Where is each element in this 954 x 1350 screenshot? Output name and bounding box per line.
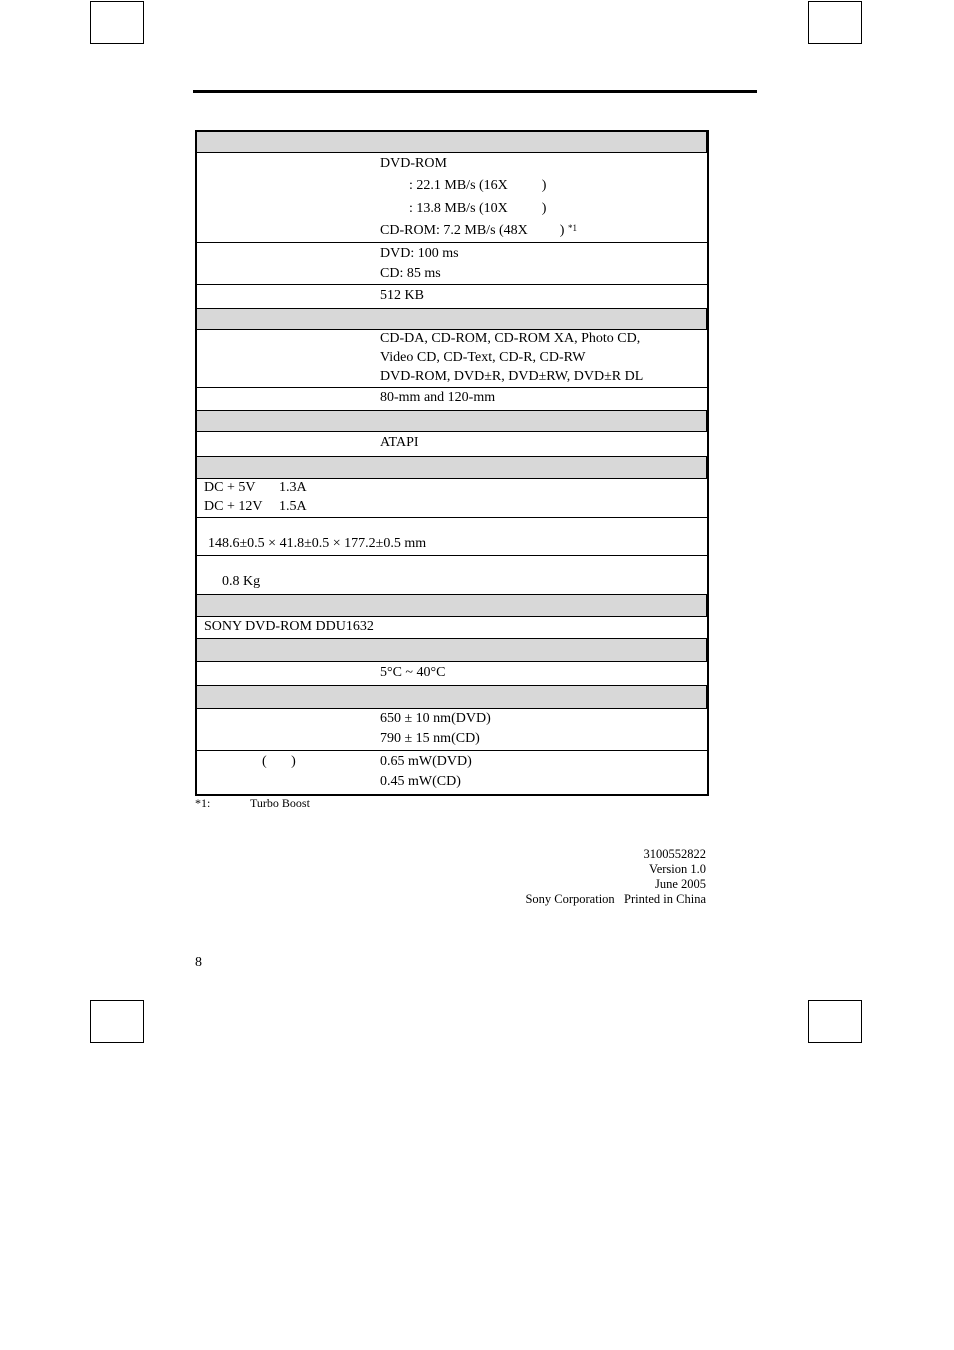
printed-in: Printed in China <box>624 892 706 906</box>
model-name: SONY DVD-ROM DDU1632 <box>204 619 374 634</box>
cdrom-rate: CD-ROM: 7.2 MB/s (48X ) $^{*1}$ <box>380 223 577 238</box>
section-header-drive <box>197 132 707 153</box>
disc-sizes: 80-mm and 120-mm <box>380 390 496 405</box>
dc5-label: DC + 5V <box>204 480 256 495</box>
laser-power-dvd: 0.65 mW(DVD) <box>380 754 472 769</box>
version: Version 1.0 <box>649 862 706 876</box>
formats-line-2: Video CD, CD-Text, CD-R, CD-RW <box>380 350 586 365</box>
access-cd: CD: 85 ms <box>380 266 441 281</box>
part-number: 3100552822 <box>643 847 706 861</box>
row-temperature <box>197 662 707 686</box>
row-dimensions <box>197 518 707 556</box>
buffer-size: 512 KB <box>380 288 424 303</box>
dc12-value: 1.5A <box>279 499 307 514</box>
temperature: 5°C ~ 40°C <box>380 665 446 680</box>
weight: 0.8 Kg <box>222 574 261 589</box>
row-weight <box>197 556 707 595</box>
company: Sony Corporation <box>525 892 615 906</box>
dc12-label: DC + 12V <box>204 499 263 514</box>
row-disc-sizes <box>197 388 707 411</box>
access-dvd: DVD: 100 ms <box>380 246 459 261</box>
section-header-interface <box>197 411 707 432</box>
laser-power-cd: 0.45 mW(CD) <box>380 774 461 789</box>
row-media-formats <box>197 330 707 388</box>
footnote-marker: *1 <box>567 223 577 233</box>
wavelength-cd: 790 ± 15 nm(CD) <box>380 731 480 746</box>
dvd-single-layer-rate: : 22.1 MB/s (16X ) <box>409 178 547 193</box>
row-buffer <box>197 285 707 309</box>
format-label: DVD-ROM <box>380 156 447 171</box>
crop-mark-bottom-right <box>808 1000 862 1043</box>
crop-mark-bottom-left <box>90 1000 144 1043</box>
row-transfer-rate <box>197 153 707 243</box>
section-header-media <box>197 309 707 330</box>
section-header-power <box>197 457 707 479</box>
spec-table <box>195 130 709 796</box>
row-interface <box>197 432 707 457</box>
dimensions: 148.6±0.5 × 41.8±0.5 × 177.2±0.5 mm <box>208 536 427 551</box>
dc5-value: 1.3A <box>279 480 307 495</box>
laser-power-label: ( ) <box>262 754 296 769</box>
row-laser-power <box>197 751 707 794</box>
crop-mark-top-right <box>808 1 862 44</box>
page-number: 8 <box>195 955 202 970</box>
wavelength-dvd: 650 ± 10 nm(DVD) <box>380 711 491 726</box>
section-header-model <box>197 595 707 617</box>
imprint <box>525 892 706 907</box>
row-access-time <box>197 243 707 285</box>
formats-line-1: CD-DA, CD-ROM, CD-ROM XA, Photo CD, <box>380 331 641 346</box>
section-header-environment <box>197 639 707 662</box>
section-header-laser <box>197 686 707 709</box>
row-model <box>197 617 707 639</box>
dvd-dual-layer-rate: : 13.8 MB/s (10X ) <box>409 201 547 216</box>
header-rule <box>193 90 757 93</box>
footnote-mark: *1: <box>195 796 211 810</box>
footnote-text: Turbo Boost <box>250 796 310 810</box>
publication-date: June 2005 <box>654 877 706 891</box>
crop-mark-top-left <box>90 1 144 44</box>
row-wavelength <box>197 709 707 751</box>
row-power <box>197 479 707 518</box>
interface-type: ATAPI <box>380 435 419 450</box>
formats-line-3: DVD-ROM, DVD±R, DVD±RW, DVD±R DL <box>380 369 644 384</box>
